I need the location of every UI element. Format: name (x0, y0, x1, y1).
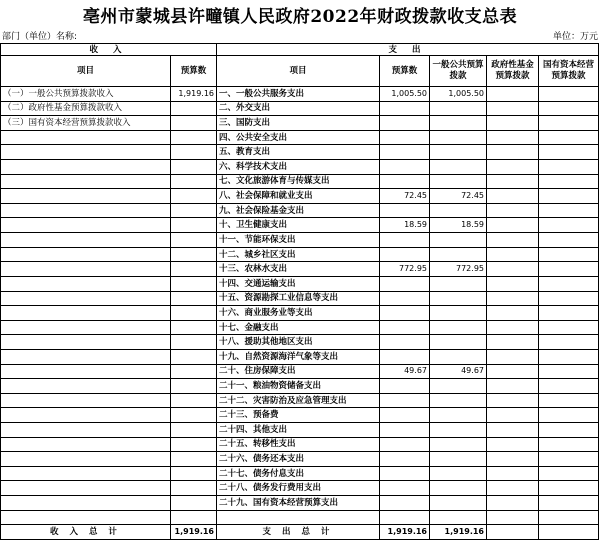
expense-item-cell: 二十三、预备费 (217, 408, 380, 423)
general-budget-cell (430, 130, 487, 145)
fund-budget-cell (487, 364, 539, 379)
table-row (1, 466, 599, 481)
income-amount-cell (171, 203, 217, 218)
general-budget-cell (430, 452, 487, 467)
fund-budget-cell (487, 189, 539, 204)
expense-amount-cell (380, 174, 430, 189)
table-row (1, 130, 599, 145)
general-total-amount: 1,919.16 (430, 525, 487, 540)
currency-unit-label: 单位：万元 (552, 32, 598, 42)
general-budget-cell (430, 160, 487, 175)
income-item-cell (1, 393, 171, 408)
income-item-cell: （一）一般公共预算拨款收入 (1, 87, 171, 102)
fund-budget-cell (487, 496, 539, 511)
expense-amount-cell (380, 233, 430, 248)
income-amount-cell (171, 437, 217, 452)
table-row (1, 423, 599, 438)
state-capital-cell (539, 393, 599, 408)
general-budget-cell (430, 276, 487, 291)
fund-budget-cell (487, 101, 539, 116)
table-row (1, 452, 599, 467)
state-total-amount (539, 525, 599, 540)
income-item-cell (1, 160, 171, 175)
table-row (1, 160, 599, 175)
state-capital-cell (539, 189, 599, 204)
unit-name-label: 部门（单位）名称: (2, 32, 78, 42)
table-row (1, 101, 599, 116)
fund-budget-cell (487, 452, 539, 467)
expense-item-cell: 十、卫生健康支出 (217, 218, 380, 233)
general-budget-cell (430, 203, 487, 218)
state-capital-cell (539, 218, 599, 233)
state-capital-cell (539, 335, 599, 350)
expense-amount-cell (380, 145, 430, 160)
expense-item-cell: 三、国防支出 (217, 116, 380, 131)
table-row (1, 233, 599, 248)
expense-amount-cell (380, 306, 430, 321)
expense-item-cell: 六、科学技术支出 (217, 160, 380, 175)
state-capital-cell (539, 510, 599, 525)
state-capital-cell (539, 466, 599, 481)
table-row (1, 379, 599, 394)
expense-item-cell: 十六、商业服务业等支出 (217, 306, 380, 321)
table-row (1, 276, 599, 291)
income-amount-cell (171, 423, 217, 438)
income-item-cell: （二）政府性基金预算拨款收入 (1, 101, 171, 116)
fund-budget-cell (487, 335, 539, 350)
table-row (1, 408, 599, 423)
general-budget-cell: 772.95 (430, 262, 487, 277)
table-row (1, 364, 599, 379)
fund-budget-cell (487, 408, 539, 423)
expense-amount-cell (380, 335, 430, 350)
expense-item-cell: 二十五、转移性支出 (217, 437, 380, 452)
expense-item-cell: 二十一、粮油物资储备支出 (217, 379, 380, 394)
income-section-header: 收 入 (1, 44, 217, 56)
income-amount-cell (171, 247, 217, 262)
expense-total-label: 支 出 总 计 (217, 525, 380, 540)
table-row (1, 306, 599, 321)
table-row (1, 349, 599, 364)
table-row (1, 145, 599, 160)
expense-amount-cell (380, 101, 430, 116)
income-amount-cell (171, 233, 217, 248)
income-amount-cell (171, 364, 217, 379)
income-item-header: 项目 (1, 56, 171, 87)
expense-item-cell: 二十八、债务发行费用支出 (217, 481, 380, 496)
state-capital-cell (539, 306, 599, 321)
income-amount-cell (171, 335, 217, 350)
expense-item-cell (217, 510, 380, 525)
income-amount-cell (171, 189, 217, 204)
state-capital-cell (539, 101, 599, 116)
general-budget-cell (430, 247, 487, 262)
general-budget-cell (430, 408, 487, 423)
general-budget-cell (430, 437, 487, 452)
table-row (1, 116, 599, 131)
table-body (1, 44, 599, 540)
table-row (1, 174, 599, 189)
expense-amount-cell: 18.59 (380, 218, 430, 233)
fund-budget-cell (487, 160, 539, 175)
expense-item-cell: 七、文化旅游体育与传媒支出 (217, 174, 380, 189)
expense-amount-cell (380, 379, 430, 394)
income-item-cell (1, 496, 171, 511)
income-item-cell (1, 130, 171, 145)
table-row (1, 291, 599, 306)
state-capital-cell (539, 379, 599, 394)
state-capital-cell (539, 364, 599, 379)
state-capital-header: 国有资本经营预算拨款 (539, 56, 599, 87)
expense-amount-cell (380, 130, 430, 145)
expense-item-header: 项目 (217, 56, 380, 87)
general-budget-cell (430, 174, 487, 189)
income-item-cell (1, 247, 171, 262)
expense-amount-cell (380, 203, 430, 218)
state-capital-cell (539, 349, 599, 364)
totals-row (1, 525, 599, 540)
income-item-cell (1, 203, 171, 218)
table-row (1, 335, 599, 350)
expense-amount-cell (380, 320, 430, 335)
income-amount-cell (171, 130, 217, 145)
expense-amount-cell (380, 116, 430, 131)
expense-item-cell: 十九、自然资源海洋气象等支出 (217, 349, 380, 364)
income-amount-cell (171, 145, 217, 160)
fund-budget-cell (487, 393, 539, 408)
income-amount-cell (171, 320, 217, 335)
general-budget-cell (430, 306, 487, 321)
state-capital-cell (539, 452, 599, 467)
fund-budget-cell (487, 174, 539, 189)
expense-budget-header: 预算数 (380, 56, 430, 87)
income-item-cell (1, 174, 171, 189)
fund-budget-cell (487, 130, 539, 145)
table-row (1, 247, 599, 262)
state-capital-cell (539, 276, 599, 291)
income-item-cell (1, 510, 171, 525)
general-budget-cell: 1,005.50 (430, 87, 487, 102)
state-capital-cell (539, 203, 599, 218)
income-item-cell (1, 218, 171, 233)
income-amount-cell (171, 466, 217, 481)
table-row (1, 510, 599, 525)
expense-amount-cell (380, 481, 430, 496)
expense-item-cell: 四、公共安全支出 (217, 130, 380, 145)
income-amount-cell (171, 306, 217, 321)
fund-budget-cell (487, 276, 539, 291)
budget-summary-table (0, 43, 599, 540)
income-amount-cell (171, 218, 217, 233)
expense-amount-cell: 772.95 (380, 262, 430, 277)
fund-budget-cell (487, 423, 539, 438)
table-row (1, 189, 599, 204)
state-capital-cell (539, 87, 599, 102)
state-capital-cell (539, 437, 599, 452)
general-budget-cell (430, 466, 487, 481)
table-row (1, 320, 599, 335)
expense-item-cell: 二十二、灾害防治及应急管理支出 (217, 393, 380, 408)
income-amount-cell (171, 291, 217, 306)
income-amount-cell (171, 452, 217, 467)
section-header-row (1, 44, 599, 56)
state-capital-cell (539, 160, 599, 175)
expense-amount-cell (380, 437, 430, 452)
fund-budget-cell (487, 481, 539, 496)
expense-item-cell: 八、社会保障和就业支出 (217, 189, 380, 204)
fund-budget-cell (487, 116, 539, 131)
state-capital-cell (539, 116, 599, 131)
fund-budget-cell (487, 291, 539, 306)
fund-budget-cell (487, 262, 539, 277)
page-title: 亳州市蒙城县许疃镇人民政府2022年财政拨款收支总表 (82, 7, 518, 27)
general-budget-cell (430, 335, 487, 350)
table-row (1, 481, 599, 496)
general-budget-cell (430, 101, 487, 116)
expense-section-header: 支 出 (217, 44, 599, 56)
expense-item-cell: 一、一般公共服务支出 (217, 87, 380, 102)
fund-budget-cell (487, 306, 539, 321)
table-row (1, 262, 599, 277)
state-capital-cell (539, 130, 599, 145)
expense-total-amount: 1,919.16 (380, 525, 430, 540)
income-item-cell (1, 452, 171, 467)
income-item-cell (1, 335, 171, 350)
income-amount-cell (171, 276, 217, 291)
general-budget-cell (430, 233, 487, 248)
expense-amount-cell (380, 496, 430, 511)
fund-budget-cell (487, 233, 539, 248)
table-row (1, 393, 599, 408)
expense-item-cell: 二、外交支出 (217, 101, 380, 116)
expense-item-cell: 二十六、债务还本支出 (217, 452, 380, 467)
general-budget-cell (430, 291, 487, 306)
expense-item-cell: 十七、金融支出 (217, 320, 380, 335)
expense-item-cell: 十八、援助其他地区支出 (217, 335, 380, 350)
fund-total-amount (487, 525, 539, 540)
income-item-cell (1, 291, 171, 306)
expense-item-cell: 十四、交通运输支出 (217, 276, 380, 291)
fund-budget-cell (487, 203, 539, 218)
expense-item-cell: 二十九、国有资本经营预算支出 (217, 496, 380, 511)
income-item-cell (1, 276, 171, 291)
expense-item-cell: 五、教育支出 (217, 145, 380, 160)
income-amount-cell (171, 262, 217, 277)
state-capital-cell (539, 174, 599, 189)
general-budget-cell: 49.67 (430, 364, 487, 379)
general-budget-cell: 18.59 (430, 218, 487, 233)
general-budget-header: 一般公共预算拨款 (430, 56, 487, 87)
expense-amount-cell (380, 393, 430, 408)
expense-amount-cell: 49.67 (380, 364, 430, 379)
expense-item-cell: 十一、节能环保支出 (217, 233, 380, 248)
expense-amount-cell (380, 510, 430, 525)
expense-item-cell: 九、社会保险基金支出 (217, 203, 380, 218)
fund-budget-cell (487, 218, 539, 233)
income-amount-cell (171, 101, 217, 116)
state-capital-cell (539, 408, 599, 423)
expense-item-cell: 二十、住房保障支出 (217, 364, 380, 379)
fund-budget-header: 政府性基金预算拨款 (487, 56, 539, 87)
table-row (1, 203, 599, 218)
income-total-label: 收 入 总 计 (1, 525, 171, 540)
state-capital-cell (539, 320, 599, 335)
expense-amount-cell: 1,005.50 (380, 87, 430, 102)
income-amount-cell (171, 393, 217, 408)
table-row (1, 437, 599, 452)
income-total-amount: 1,919.16 (171, 525, 217, 540)
expense-item-cell: 十三、农林水支出 (217, 262, 380, 277)
state-capital-cell (539, 233, 599, 248)
expense-amount-cell (380, 291, 430, 306)
fund-budget-cell (487, 437, 539, 452)
fund-budget-cell (487, 87, 539, 102)
state-capital-cell (539, 481, 599, 496)
general-budget-cell (430, 496, 487, 511)
state-capital-cell (539, 291, 599, 306)
expense-item-cell: 二十七、债务付息支出 (217, 466, 380, 481)
table-row (1, 87, 599, 102)
expense-item-cell: 十五、资源勘探工业信息等支出 (217, 291, 380, 306)
expense-item-cell: 二十四、其他支出 (217, 423, 380, 438)
fund-budget-cell (487, 320, 539, 335)
income-item-cell (1, 379, 171, 394)
income-item-cell (1, 437, 171, 452)
general-budget-cell (430, 349, 487, 364)
general-budget-cell (430, 393, 487, 408)
expense-amount-cell (380, 160, 430, 175)
income-item-cell (1, 233, 171, 248)
fund-budget-cell (487, 349, 539, 364)
expense-amount-cell (380, 466, 430, 481)
state-capital-cell (539, 247, 599, 262)
fund-budget-cell (487, 466, 539, 481)
state-capital-cell (539, 423, 599, 438)
general-budget-cell (430, 510, 487, 525)
expense-amount-cell (380, 349, 430, 364)
income-budget-header: 预算数 (171, 56, 217, 87)
fund-budget-cell (487, 145, 539, 160)
income-item-cell (1, 320, 171, 335)
state-capital-cell (539, 262, 599, 277)
income-amount-cell (171, 408, 217, 423)
general-budget-cell (430, 481, 487, 496)
income-item-cell (1, 481, 171, 496)
table-row (1, 496, 599, 511)
income-amount-cell (171, 174, 217, 189)
expense-amount-cell (380, 276, 430, 291)
income-amount-cell (171, 349, 217, 364)
income-item-cell (1, 364, 171, 379)
general-budget-cell (430, 320, 487, 335)
state-capital-cell (539, 145, 599, 160)
income-item-cell (1, 408, 171, 423)
income-item-cell (1, 349, 171, 364)
state-capital-cell (539, 496, 599, 511)
expense-item-cell: 十二、城乡社区支出 (217, 247, 380, 262)
general-budget-cell (430, 145, 487, 160)
expense-amount-cell (380, 423, 430, 438)
general-budget-cell (430, 379, 487, 394)
income-amount-cell: 1,919.16 (171, 87, 217, 102)
general-budget-cell (430, 116, 487, 131)
income-amount-cell (171, 160, 217, 175)
expense-amount-cell: 72.45 (380, 189, 430, 204)
general-budget-cell (430, 423, 487, 438)
column-header-row (1, 56, 599, 87)
income-item-cell (1, 145, 171, 160)
income-item-cell (1, 262, 171, 277)
expense-amount-cell (380, 452, 430, 467)
fund-budget-cell (487, 247, 539, 262)
expense-amount-cell (380, 408, 430, 423)
income-item-cell (1, 306, 171, 321)
income-amount-cell (171, 379, 217, 394)
table-row (1, 218, 599, 233)
income-item-cell (1, 189, 171, 204)
income-amount-cell (171, 496, 217, 511)
income-amount-cell (171, 510, 217, 525)
income-item-cell: （三）国有资本经营预算拨款收入 (1, 116, 171, 131)
income-amount-cell (171, 116, 217, 131)
fund-budget-cell (487, 510, 539, 525)
fund-budget-cell (487, 379, 539, 394)
income-item-cell (1, 423, 171, 438)
general-budget-cell: 72.45 (430, 189, 487, 204)
income-item-cell (1, 466, 171, 481)
income-amount-cell (171, 481, 217, 496)
expense-amount-cell (380, 247, 430, 262)
